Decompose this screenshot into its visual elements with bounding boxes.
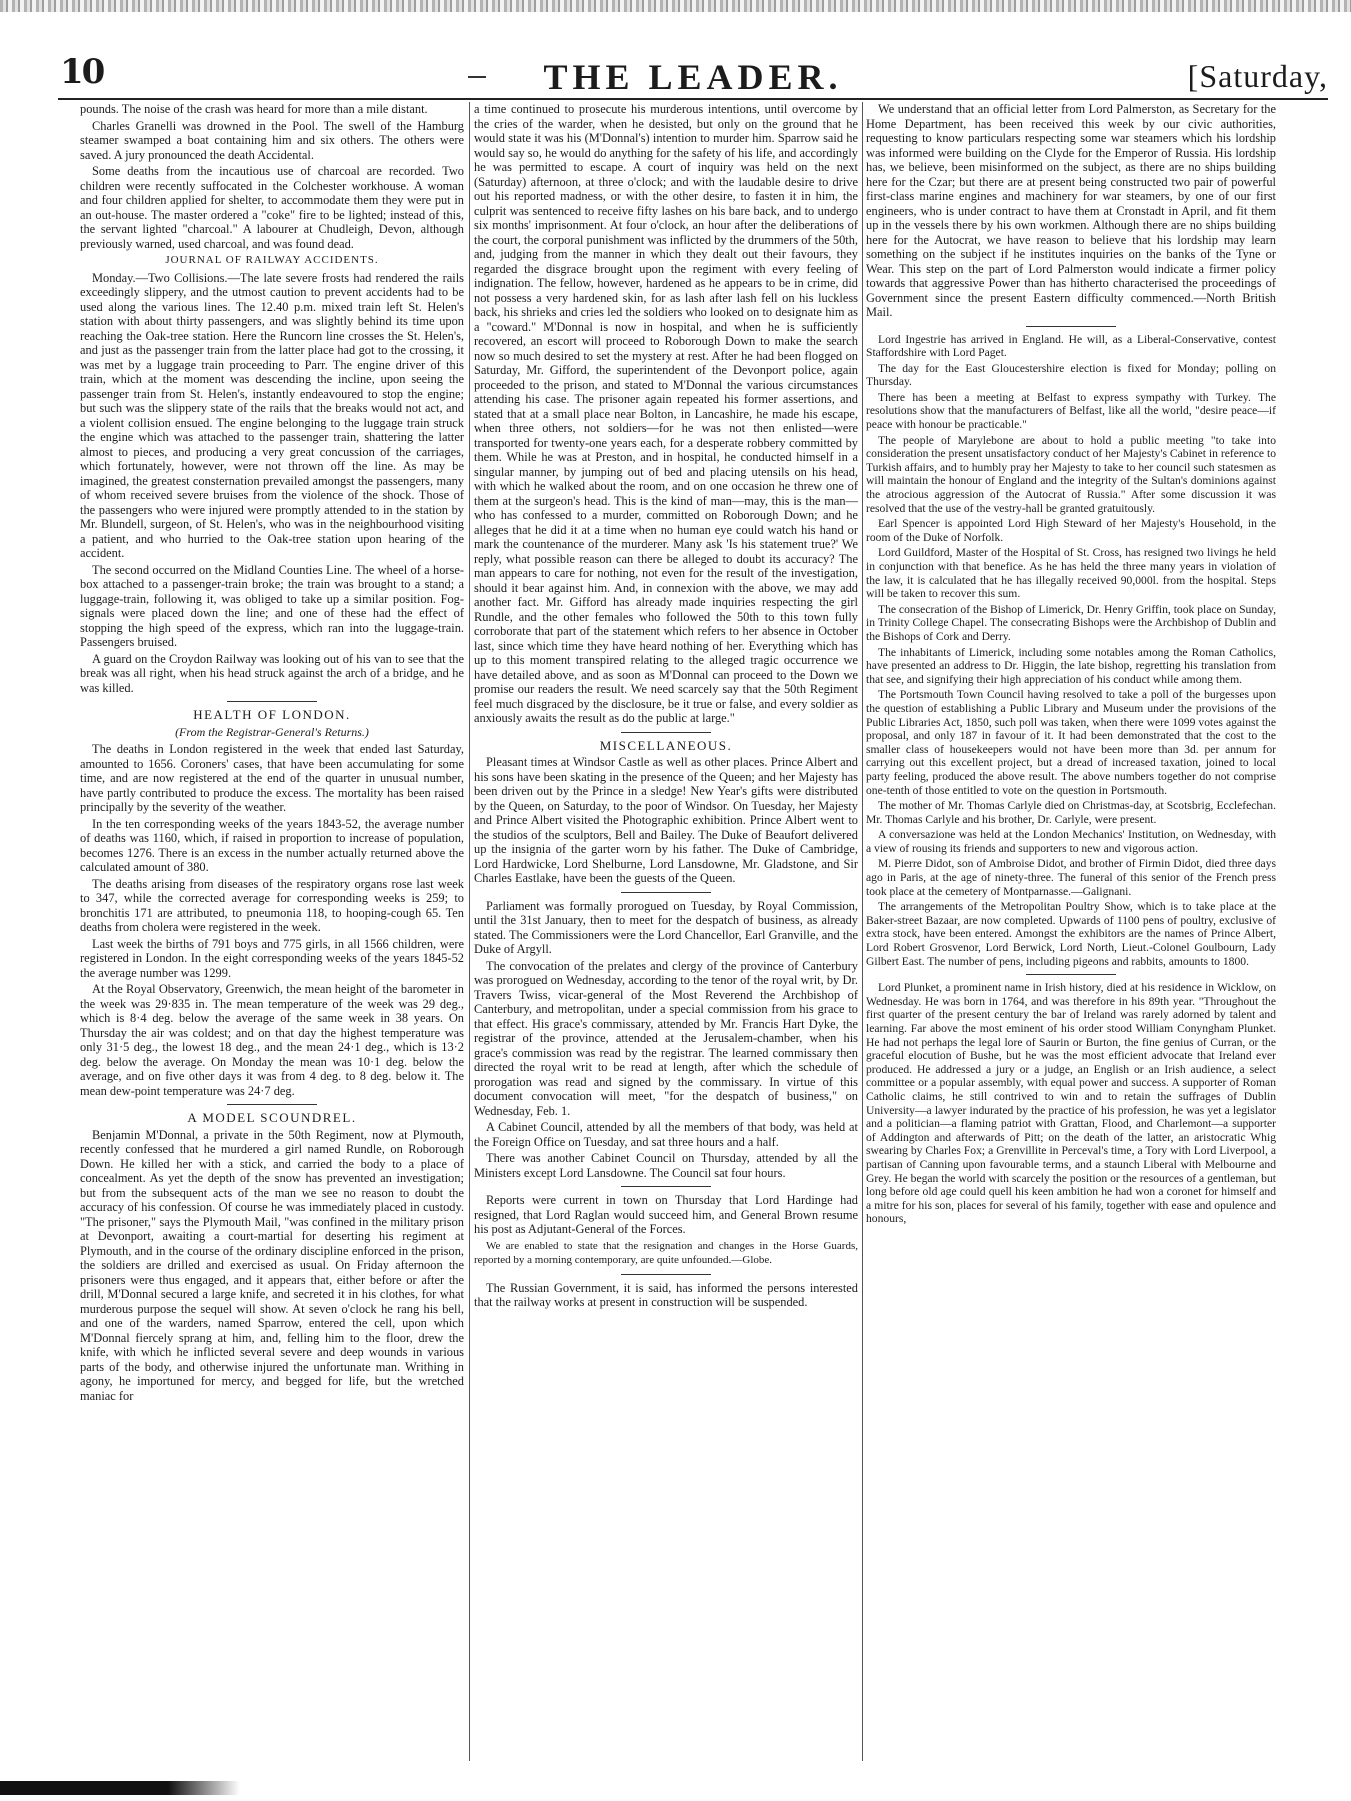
news-notes	[866, 333, 1276, 969]
paragraph: Lord Plunket, a prominent name in Irish history, died at his residence in Wicklow, on Wednesday. He was born in 1764, and was therefore in his 89th year. "Throughout the first quarter of the present century the bar of Ireland was rarely adorned by talent and learning. Far above the most eminent of his order stood William Conyngham Plunket. He had not perhaps the legal lore of Saurin or Burton, the fine genius of Curran, or the graceful elocution of Bushe, but he was the most efficient advocate that Ireland ever produced. He addressed a jury or a judge, an English or an Irish audience, a select committee or a popular assembly, with equal power and success. A supporter of Roman Catholic claims, he still contrived to win and to retain the suffrages of Dublin University—a lawyer indurated by the practice of his profession, he was yet a legislator and a politician—a flaming patriot with Grattan, Flood, and Charlemont—a supporter of Addington and afterwards of Pitt; on the death of the latter, an aristocratic Whig swearing by Charles Fox; a Grenvillite in Perceval's time, a Tory with Lord Liverpool, a partisan of Canning upon favourable terms, and a staunch Liberal with Melbourne and Grey. He began the world with scarcely the position or the resources of a gentleman, but long before old age could quell his keen ambition he had won a coronet for himself and a mitre for his son, places for several of his family, together with ease and opulence and honours,	[866, 981, 1276, 1226]
section-heading-miscellaneous: MISCELLANEOUS.	[599, 737, 733, 753]
scoundrel-continued	[474, 102, 858, 726]
paragraph: Lord Ingestrie has arrived in England. He will, as a Liberal-Conservative, contest Staffordshire with Lord Paget.	[866, 332, 1276, 360]
section-heading-health: HEALTH OF LONDON.	[193, 707, 351, 722]
scan-bottom-edge	[0, 1785, 1351, 1801]
paragraph: The second occurred on the Midland Counties Line. The wheel of a horse-box attached to a passenger-train broke; the train was brought to a stand; a luggage-train, following it, was obliged to take up a similar position. Fog-signals were placed down the line; and one of these had the effect of stopping the high speed of the express, which ran into the luggage-train. Passengers bruised.	[80, 562, 464, 649]
scoundrel-article	[80, 1128, 464, 1404]
paragraph: A conversazione was held at the London Mechanics' Institution, on Wednesday, with a view of rousing its friends and supporters to new and vigorous action.	[866, 828, 1276, 855]
paragraph: The Portsmouth Town Council having resolved to take a poll of the burgesses upon the question of establishing a Public Library and Museum under the provisions of the Public Libraries Act, 1850, such poll was taken, when there were 1099 votes against the proposal, and only 187 in favour of it. It had been demonstrated that the cost to the smaller class of housekeepers would not have been more than 3d. per annum for carrying out this excellent project, but a dread of increased taxation, joined to local party feeling, produced the above result. The above numbers together do not comprise one-tenth of those entitled to vote on the question in Portsmouth.	[866, 688, 1276, 797]
masthead	[58, 52, 1328, 100]
paragraph: The arrangements of the Metropolitan Poultry Show, which is to take place at the Baker-street Bazaar, are now completed. Upwards of 1100 pens of poultry, exclusive of extra stock, have been entered. Amongst the exhibitors are the names of Prince Albert, Lord Robert Grosvenor, Lord Berwick, Lord North, Lieut.-Colonel Goulbourn, Lady Gilbert East. The number of pens, including pigeons and rabbits, amounts to 1800.	[866, 900, 1276, 968]
section-heading-railway-accidents: JOURNAL OF RAILWAY ACCIDENTS.	[165, 254, 379, 266]
separator	[621, 732, 711, 733]
paragraph: Parliament was formally prorogued on Tuesday, by Royal Commission, until the 31st January, then to meet for the despatch of business, as already stated. The Commissioners were the Lord Chancellor, Earl Granville, and the Duke of Argyll.	[474, 898, 858, 956]
russian-article	[474, 1281, 858, 1310]
separator	[1026, 326, 1116, 327]
reports-article	[474, 1193, 858, 1268]
paragraph: Earl Spencer is appointed Lord High Steward of her Majesty's Household, in the room of the Duke of Norfolk.	[866, 517, 1276, 544]
column-2	[474, 102, 858, 1761]
column-rule	[469, 102, 470, 1761]
paragraph: A guard on the Croydon Railway was looking out of his van to see that the break was all right, when his head struck against the arch of a bridge, and he was killed.	[80, 651, 464, 695]
paragraph: We are enabled to state that the resignation and changes in the Horse Guards, reported by a morning contemporary, are quite unfounded.—Globe.	[474, 1239, 858, 1266]
paragraph: The people of Marylebone are about to hold a public meeting "to take into consideration the present unsatisfactory conduct of her Majesty's Cabinet in reference to Turkish affairs, and to humbly pray her Majesty to take to her council such statesmen as will maintain the honour of England and the integrity of the Sultan's dominions against the atrocious aggression of the Autocrat of Russia." After some discussion it was resolved that the use of the vestry-hall be granted gratuitously.	[866, 433, 1276, 515]
scan-top-edge	[0, 0, 1351, 12]
health-article	[80, 742, 464, 1098]
separator	[1026, 974, 1116, 975]
separator	[227, 1104, 317, 1105]
paragraph: We understand that an official letter from Lord Palmerston, as Secretary for the Home Department, has been received this week by our civic authorities, requesting to know particulars respecting some war steamers which his lordship was informed were building on the Clyde for the Emperor of Russia. His lordship has, we believe, been misinformed on the subject, as there are no ships building here for the Czar; but there are at present being constructed two pair of powerful first-class marine engines and machinery for war steamers, by one of our first engineers, who is under contract to have them at Cronstadt in April, and fit them up in the vessels there by his own workmen. Although there are no ships building here for the Autocrat, we have reason to believe that his lordship may learn something on the subject if he institutes inquiries on the banks of the Tyne or Wear. This step on the part of Lord Palmerston would indicate a firmer policy towards that aggressive Power than has hitherto characterised the proceedings of Government since the present Eastern difficulty commenced.—North British Mail.	[866, 102, 1276, 319]
paragraph: In the ten corresponding weeks of the years 1843-52, the average number of deaths was 1160, which, if raised in proportion to increase of population, becomes 1276. There is an excess in the number actually returned above the calculated amount of 380.	[80, 816, 464, 874]
section-credit: (From the Registrar-General's Returns.)	[175, 724, 369, 739]
paragraph: A Cabinet Council, attended by all the members of that body, was held at the Foreign Office on Tuesday, and sat three hours and a half.	[474, 1120, 858, 1149]
paragraph: The deaths in London registered in the week that ended last Saturday, amounted to 1656. Coroners' cases, that have been accumulating for some time, and are now registered at the end of the quarter in unusual number, have partly contributed to produce the excess. The mortality has been raised principally by the severity of the weather.	[80, 742, 464, 814]
paragraph: There has been a meeting at Belfast to express sympathy with Turkey. The resolutions show that the manufacturers of Belfast, like all the world, "desire peace—if peace with honour be practicable."	[866, 390, 1276, 432]
column-1	[80, 102, 464, 1761]
paragraph: Lord Guildford, Master of the Hospital of St. Cross, has resigned two livings he held in conjunction with that benefice. As he has held the three many years in violation of the law, it is calculated that he has illegally received 90,000l. from the hospital. Steps will be taken to recover this sum.	[866, 546, 1276, 601]
paragraph: Some deaths from the incautious use of charcoal are recorded. Two children were recently suffocated in the Colchester workhouse. A woman and four children applied for shelter, to accommodate them they were put in an out-house. The master ordered a "coke" fire to be lighted; instead of this, the servant lighted "charcoal." A labourer at Chudleigh, Devon, although previously warned, used charcoal, and was found dead.	[80, 164, 464, 251]
column-rule	[862, 102, 863, 1761]
railway-accidents-article	[80, 271, 464, 696]
page-number: 10	[60, 52, 104, 92]
paragraph: Charles Granelli was drowned in the Pool. The swell of the Hamburg steamer swamped a boat containing him and six others. The others were saved. A jury pronounced the death Accidental.	[80, 118, 464, 162]
paragraph: The inhabitants of Limerick, including some notables among the Roman Catholics, have presented an address to Dr. Higgin, the late bishop, regretting his translation from that see, and signifying their high appreciation of his conduct while among them.	[866, 645, 1276, 686]
paragraph: The mother of Mr. Thomas Carlyle died on Christmas-day, at Scotsbrig, Ecclefechan. Mr. Thomas Carlyle and his brother, Dr. Carlyle, were present.	[866, 799, 1276, 826]
issue-day: [Saturday,	[1187, 58, 1328, 94]
paragraph: The day for the East Gloucestershire election is fixed for Monday; polling on Thursday.	[866, 361, 1276, 389]
parliament-article	[474, 899, 858, 1181]
paragraph: The convocation of the prelates and clergy of the province of Canterbury was prorogued on Wednesday, according to the tenor of the royal writ, by Dr. Travers Twiss, vicar-general of the Most Reverend the Archbishop of Canterbury, and metropolitan, under a special commission from his grace to that effect. His grace's commissary, attended by Mr. Francis Hart Dyke, the registrar of the province, attended at the Jerusalem-chamber, when his grace's commission was read by the registrar. The learned commissary then directed the royal writ to be read at length, after which the schedule of prorogation was read and signed by the commissary. In virtue of this document convocation will meet, "for the despatch of business," on Wednesday, Feb. 1.	[474, 958, 858, 1118]
plunket-obituary	[866, 981, 1276, 1226]
intro-paragraphs	[80, 102, 464, 251]
newspaper-title: THE LEADER.	[543, 57, 843, 97]
section-heading-scoundrel: A MODEL SCOUNDREL.	[187, 1110, 357, 1125]
paragraph: Monday.—Two Collisions.—The late severe frosts had rendered the rails exceedingly slippery, and the utmost caution to prevent accidents had to be used along the various lines. The 12.40 p.m. mixed train left St. Helen's station with about thirty passengers, and was slightly behind its time upon reaching the Oak-tree station. Here the Runcorn line crosses the St. Helen's, and just as the passenger train from the latter place had got to the crossing, it was met by a luggage train proceeding to Parr. The engine driver of this train, which at the moment was descending the incline, upon seeing the passenger train from St. Helen's, instantly endeavoured to stop the engine; but such was the slippery state of the rails that the breaks would not act, and a violent collision ensued. The engine belonging to the luggage train struck the engine which was attached to the passenger train, shattering the latter almost to pieces, and producing a very great concussion of the carriages, which fortunately, however, were not thrown off the line. As may be imagined, the greatest consternation prevailed amongst the passengers, many of whom received severe bruises from the violence of the shock. Those of the passengers who were injured were promptly attended to in the station by Mr. Blundell, surgeon, of St. Helen's, who was in the neighbourhood visiting a patient, and who hurried to the Oak-tree station upon hearing of the accident.	[80, 270, 464, 560]
paragraph: pounds. The noise of the crash was heard for more than a mile distant.	[80, 102, 428, 116]
paragraph: Pleasant times at Windsor Castle as well as other places. Prince Albert and his sons have been skating in the presence of the Queen; and her Majesty has been driven out by the Prince in a sledge! New Year's gifts were distributed by the Queen, on Saturday, to the poor of Windsor. On Tuesday, her Majesty and Prince Albert visited the Photographic exhibition. Prince Albert went to the studios of the sculptors, Bell and Bailey. The Duke of Beaufort delivered up the insignia of the garter worn by his father. The Duke of Cambridge, Lord Hardwicke, Lord Shelburne, Lord Lansdowne, Mr. Gladstone, and Sir Charles Eastlake, have been the guests of the Queen.	[474, 755, 858, 885]
paragraph: Last week the births of 791 boys and 775 girls, in all 1566 children, were registered in London. In the eight corresponding weeks of the years 1845-52 the average number was 1299.	[80, 936, 464, 980]
separator	[227, 701, 317, 702]
paragraph: The deaths arising from diseases of the respiratory organs rose last week to 347, while the corrected average for corresponding weeks is 259; to bronchitis 171 are attributed, to pneumonia 118, to hooping-cough 65. Ten deaths from cholera were registered in the week.	[80, 876, 464, 934]
paragraph: At the Royal Observatory, Greenwich, the mean height of the barometer in the week was 29·835 in. The mean temperature of the week was 29 deg., which is 8·4 deg. below the average of the same week in 38 years. On Thursday the air was coldest; and on that day the highest temperature was only 31·5 deg., the lowest 18 deg., and the mean 24·1 deg., which is 13·2 deg. below the average. On Monday the mean was 10·1 deg. below the average, and on five other days it was from 4 deg. to 8 deg. below it. The mean dew-point temperature was 24·7 deg.	[80, 982, 464, 1098]
paragraph: a time continued to prosecute his murderous intentions, until overcome by the cries of the warder, when he desisted, but only on the ground that he would state it was his (M'Donnal's) intention to murder him. Sparrow said he would say so, he would do anything for the safety of his life, and accordingly he was permitted to escape. A court of inquiry was held on the next (Saturday) afternoon, at three o'clock; and with the laudable desire to drive out his reported madness, or with the other desire, to fasten it in him, the culprit was sentenced to receive fifty lashes on his bare back, and to undergo six months' imprisonment. At four o'clock, an hour after the deliberations of the court, the corporal punishment was inflicted by the drummers of the 50th, and, judging from the manner in which they dealt out their favours, they regarded the disgrace brought upon the regiment with every feeling of indignation. The fellow, however, hardened as he appears to be in crime, did not possess a very hardened skin, for as lash after lash fell on his luckless back, his shrieks and cries led the soldiers who looked on to designate him as a "coward." M'Donnal is now in hospital, and when he is sufficiently recovered, an escort will proceed to Roborough Down to make the search now so much desired to set the mystery at rest. After he had been flogged on Saturday, Mr. Gifford, the superintendent of the Devonport police, again proceeded to the prison, and stated to M'Donnal the various circumstances attending his case. The prisoner again repeated his former assertions, and stated that at a small place near Bolton, in Lancashire, he made his escape, when three others, not soldiers—for he was not then enlisted—were transported for twenty-one years each, for a desperate robbery committed by them. While he was at Preston, and in hospital, he conducted himself in a singular manner, by jumping out of bed and placing utensils on his head, with which he walked about the room, and on one occasion he threw one of them at the surgeon's head. This is the kind of man—may, this is the man—who has confessed to a murder, committed on Roborough Down; and he alleges that he did it at a time when no human eye could watch his hand or mark the countenance of the murderer. Many ask 'Is his statement true?' We reply, what possible reason can there be alleged to doubt its accuracy? The man appears to care for nothing, not even for the result of the investigation, should it bear against him. And, in connexion with the above, we may add another fact. Mr. Gifford has already made inquiries respecting the girl Rundle, and the other females who followed the 50th to this town fully corroborate that part of the statement which refers to her absence in October last, since which time they have heard nothing of her. Everything which has up to this moment transpired relating to the alleged tragic occurrence we have detailed above, and as soon as M'Donnal can proceed to the Down we promise our readers the result. We need scarcely say that the 50th Regiment feel much disgraced by the disclosure, be it true or false, and every soldier as anxiously awaits the result as do the public at large."	[474, 102, 858, 725]
miscellaneous-article	[474, 755, 858, 886]
paragraph: M. Pierre Didot, son of Ambroise Didot, and brother of Firmin Didot, died three days ago in Paris, at the age of ninety-three. The funeral of this senior of the French press took place at the cemetery of Montparnasse.—Galignani.	[866, 857, 1276, 898]
separator	[621, 1186, 711, 1187]
paragraph: The Russian Government, it is said, has informed the persons interested that the railway works at present in construction will be suspended.	[474, 1280, 858, 1309]
separator	[621, 1274, 711, 1275]
paragraph: There was another Cabinet Council on Thursday, attended by all the Ministers except Lord Lansdowne. The Council sat four hours.	[474, 1151, 858, 1180]
paragraph: Reports were current in town on Thursday that Lord Hardinge had resigned, that Lord Raglan would succeed him, and General Brown resume his post as Adjutant-General of the Forces.	[474, 1193, 858, 1236]
scan-smudge	[0, 1781, 240, 1795]
paragraph: The consecration of the Bishop of Limerick, Dr. Henry Griffin, took place on Sunday, in Trinity College Chapel. The consecrating Bishops were the Archbishop of Dublin and the Bishops of Cork and Derry.	[866, 602, 1276, 643]
paragraph: Benjamin M'Donnal, a private in the 50th Regiment, now at Plymouth, recently confessed that he murdered a girl named Rundle, on Roborough Down. He killed her with a stick, and carried the body to a place of concealment. As yet the depth of the snow has prevented an investigation; but from the subsequent acts of the man we see no reason to doubt the accuracy of his confession. Of course he was immediately placed in custody. "The prisoner," says the Plymouth Mail, "was confined in the military prison at Devonport, awaiting a court-martial for deserting his regiment at Plymouth, and in the course of the ordinary discipline enforced in the prison, the soldiers are drilled and exercised as usual. On Friday afternoon the prisoners were thus engaged, and it appears that, either before or after the drill, M'Donnal secured a large knife, and secreted it in his clothes, for what murderous purpose the sequel will show. At seven o'clock he rang his bell, and one of the warders, named Sparrow, entered the cell, upon which M'Donnal fiercely sprang at him, and, felling him to the floor, drew the knife, with which he inflicted several severe and deep wounds in various parts of the body, and otherwise injured the unfortunate man. Writhing in agony, he importuned for mercy, and begged for life, but the wretched maniac for	[80, 1127, 464, 1403]
column-3	[866, 102, 1276, 1761]
separator	[621, 892, 711, 893]
palmerston-letter-article	[866, 102, 1276, 320]
